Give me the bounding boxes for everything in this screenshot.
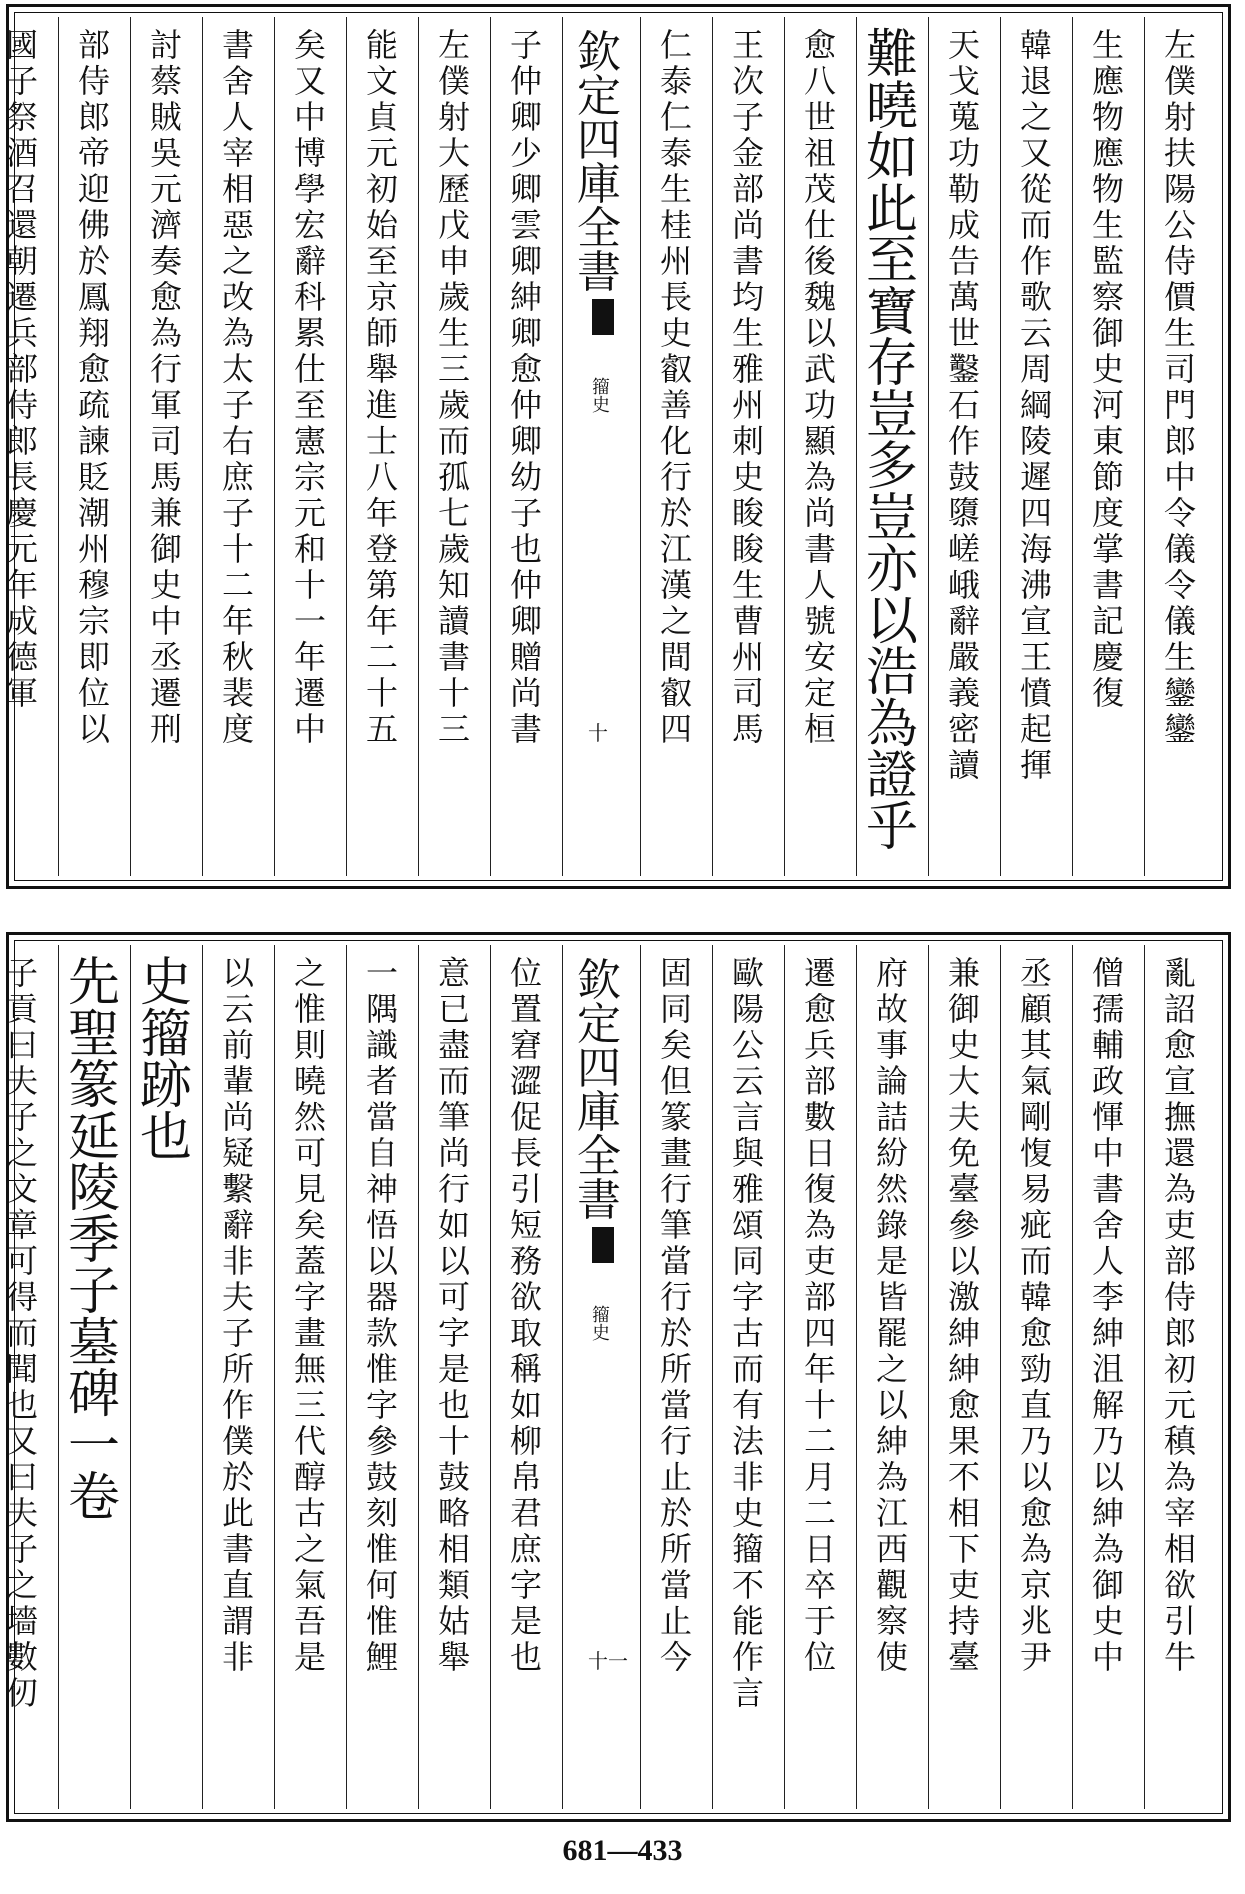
center-fold-strip	[562, 945, 640, 1809]
text-column: 遷 愈 兵 部 數 日 復 為 吏 部 四 年 十 二 月 二 日 卒 于 位	[803, 954, 836, 1676]
text-column: 能 文 貞 元 初 始 至 京 師 舉 進 士 八 年 登 第 年 二 十 五	[365, 26, 398, 748]
text-column: 兼 御 史 大 夫 免 臺 參 以 激 紳 紳 愈 果 不 相 下 吏 持 臺	[947, 954, 980, 1676]
center-fold-strip	[562, 17, 640, 876]
text-column: 天 戈 蒐 功 勒 成 告 萬 世 鑿 石 作 鼓 隳 嵯 峨 辭 嚴 義 密 讀	[947, 26, 980, 784]
column-rule	[1144, 945, 1145, 1809]
column-rule	[130, 17, 131, 876]
column-rule	[1072, 17, 1073, 876]
text-column: 固 同 矣 但 篆 畫 行 筆 當 行 於 所 當 行 止 於 所 當 止 今	[659, 954, 692, 1676]
text-column: 國 子 祭 酒 召 還 朝 遷 兵 部 侍 郎 長 慶 元 年 成 德 軍	[5, 26, 38, 712]
column-rule	[562, 17, 563, 876]
text-column: 先 聖 篆 延 陵 季 子 墓 碑 一 卷	[67, 953, 120, 1528]
center-leaf-number: 十	[588, 721, 608, 745]
column-rule	[490, 17, 491, 876]
fish-tail-mark	[592, 299, 614, 335]
column-rule	[130, 945, 131, 1809]
text-column: 左 僕 射 大 歷 戊 申 歲 生 三 歲 而 孤 七 歲 知 讀 書 十 三	[437, 26, 470, 748]
column-rule	[928, 17, 929, 876]
text-column: 子 貢 曰 夫 子 之 文 章 可 得 而 聞 也 又 曰 夫 子 之 墻 數 仞	[5, 954, 38, 1712]
text-column: 王 次 子 金 部 尚 書 均 生 雅 州 刺 史 睃 睃 生 曹 州 司 馬	[731, 26, 764, 748]
text-column: 亂 詔 愈 宣 撫 還 為 吏 部 侍 郎 初 元 稹 為 宰 相 欲 引 牛	[1163, 954, 1196, 1676]
fish-tail-mark	[592, 1227, 614, 1263]
column-rule	[640, 17, 641, 876]
column-rule	[274, 17, 275, 876]
center-section-label: 籀史	[589, 377, 610, 413]
center-book-title: 欽 定 四 庫 全 書	[577, 955, 621, 1226]
center-leaf-number: 十一	[588, 1649, 628, 1673]
text-column: 仁 泰 仁 泰 生 桂 州 長 史 叡 善 化 行 於 江 漢 之 間 叡 四	[659, 26, 692, 748]
column-rule	[1144, 17, 1145, 876]
column-rule	[1000, 17, 1001, 876]
text-column: 子 仲 卿 少 卿 雲 卿 紳 卿 愈 仲 卿 幼 子 也 仲 卿 贈 尚 書	[509, 26, 542, 748]
column-rule	[784, 945, 785, 1809]
text-column: 丞 顧 其 氣 剛 愎 易 疵 而 韓 愈 勁 直 乃 以 愈 為 京 兆 尹	[1019, 954, 1052, 1676]
text-column: 以 云 前 輩 尚 疑 繫 辭 非 夫 子 所 作 僕 於 此 書 直 謂 非	[221, 954, 254, 1676]
column-rule	[58, 945, 59, 1809]
column-rule	[928, 945, 929, 1809]
column-rule	[202, 945, 203, 1809]
column-rule	[490, 945, 491, 1809]
column-rule	[856, 945, 857, 1809]
column-rule	[856, 17, 857, 876]
text-column: 討 蔡 賊 吳 元 濟 奏 愈 為 行 軍 司 馬 兼 御 史 中 丞 遷 刑	[149, 26, 182, 748]
column-rule	[640, 945, 641, 1809]
text-column: 書 舍 人 宰 相 惡 之 改 為 太 子 右 庶 子 十 二 年 秋 裴 度	[221, 26, 254, 748]
text-column: 韓 退 之 又 從 而 作 歌 云 周 綱 陵 遲 四 海 沸 宣 王 憤 起 揮	[1019, 26, 1052, 784]
text-column: 部 侍 郎 帝 迎 佛 於 鳳 翔 愈 疏 諫 貶 潮 州 穆 宗 即 位 以	[77, 26, 110, 748]
text-column: 愈 八 世 祖 茂 仕 後 魏 以 武 功 顯 為 尚 書 人 號 安 定 桓	[803, 26, 836, 748]
column-rule	[784, 17, 785, 876]
upper-page-frame	[6, 4, 1231, 889]
text-column: 史 籀 跡 也	[139, 953, 192, 1168]
text-column: 一 隅 識 者 當 自 神 悟 以 器 款 惟 字 參 鼓 刻 惟 何 惟 鯉	[365, 954, 398, 1676]
text-column: 僧 孺 輔 政 惲 中 書 舍 人 李 紳 沮 解 乃 以 紳 為 御 史 中	[1091, 954, 1124, 1676]
column-rule	[712, 17, 713, 876]
column-rule	[346, 17, 347, 876]
column-rule	[58, 17, 59, 876]
column-rule	[274, 945, 275, 1809]
text-column: 位 置 窘 澀 促 長 引 短 務 欲 取 稱 如 柳 帛 君 庶 字 是 也	[509, 954, 542, 1676]
lower-page-frame	[6, 932, 1231, 1822]
text-column: 難 曉 如 此 至 寶 存 豈 多 豈 亦 以 浩 為 證 乎	[865, 25, 918, 858]
column-rule	[202, 17, 203, 876]
column-rule	[712, 945, 713, 1809]
column-rule	[1072, 945, 1073, 1809]
text-column: 左 僕 射 扶 陽 公 侍 價 生 司 門 郎 中 令 儀 令 儀 生 鑾 鑾	[1163, 26, 1196, 748]
text-column: 生 應 物 應 物 生 監 察 御 史 河 東 節 度 掌 書 記 慶 復	[1091, 26, 1124, 712]
center-section-label: 籀史	[589, 1305, 610, 1341]
text-column: 府 故 事 論 詰 紛 然 錄 是 皆 罷 之 以 紳 為 江 西 觀 察 使	[875, 954, 908, 1676]
column-rule	[418, 945, 419, 1809]
text-column: 意 已 盡 而 筆 尚 行 如 以 可 字 是 也 十 鼓 略 相 類 姑 舉	[437, 954, 470, 1676]
column-rule	[562, 945, 563, 1809]
page-number: 681—433	[562, 1834, 683, 1867]
column-rule	[346, 945, 347, 1809]
text-column: 歐 陽 公 云 言 與 雅 頌 同 字 古 而 有 法 非 史 籀 不 能 作 言	[731, 954, 764, 1712]
center-book-title: 欽 定 四 庫 全 書	[577, 27, 621, 298]
text-column: 矣 又 中 博 學 宏 辭 科 累 仕 至 憲 宗 元 和 十 一 年 遷 中	[293, 26, 326, 748]
text-column: 之 惟 則 曉 然 可 見 矣 蓋 字 畫 無 三 代 醇 古 之 氣 吾 是	[293, 954, 326, 1676]
column-rule	[1000, 945, 1001, 1809]
column-rule	[418, 17, 419, 876]
